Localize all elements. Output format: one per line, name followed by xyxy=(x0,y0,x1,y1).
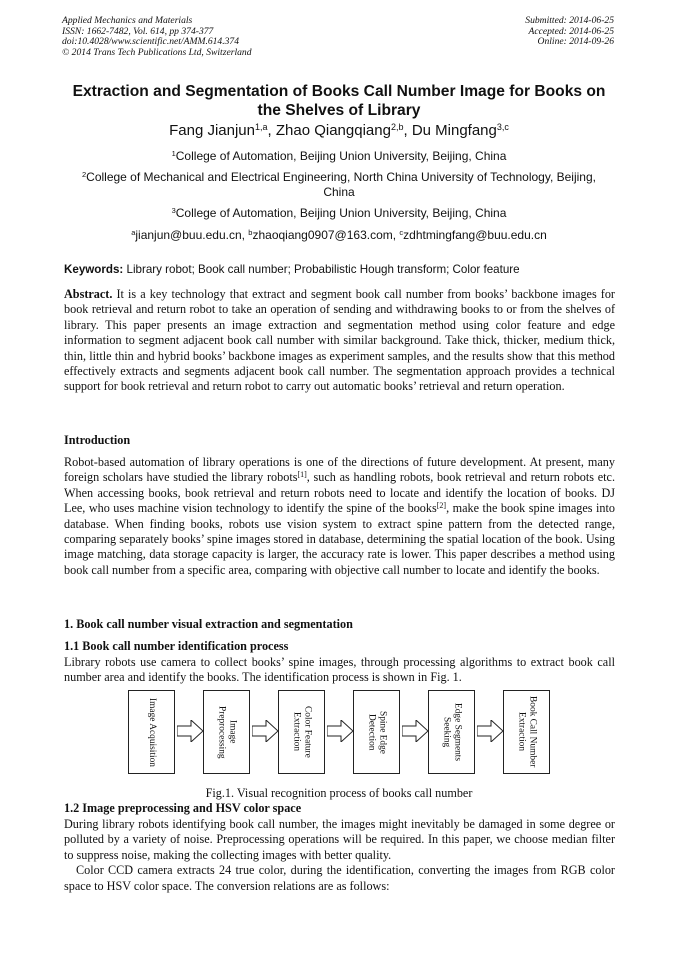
affiliation-2: $^2$College of Mechanical and Electrical Engineering, North China University of Technology, Beijing, China xyxy=(81,170,596,199)
figure-caption: Fig.1. Visual recognition process of books call number xyxy=(205,786,473,800)
affiliation-3: $^3$College of Automation, Beijing Union University, Beijing, China xyxy=(171,206,507,220)
submitted-date: Submitted: 2014-06-25 xyxy=(525,15,614,26)
journal-name: Applied Mechanics and Materials xyxy=(62,15,193,26)
section-1-heading: 1. Book call number visual extraction and segmentation xyxy=(64,617,353,631)
abstract xyxy=(64,287,615,395)
issn-line: ISSN: 1662-7482, Vol. 614, pp 374-377 xyxy=(62,25,214,37)
keywords-text: Library robot; Book call number; Probabilistic Hough transform; Color feature xyxy=(123,263,520,276)
flow-arrow-icon xyxy=(477,720,503,742)
email-line: $^a$jianjun@buu.edu.cn, $^b$zhaoqiang0907@163.com, $^c$zdhtmingfang@buu.edu.cn xyxy=(131,228,547,242)
flow-step-edge-segments-seeking: Edge Segments Seeking xyxy=(428,690,475,774)
author-name: Zhao Qiangqiang xyxy=(275,122,391,139)
flow-step-color-feature-extraction: Color Feature Extraction xyxy=(278,690,325,774)
flow-arrow-icon xyxy=(327,720,353,742)
doi-line: doi:10.4028/www.scientific.net/AMM.614.374 xyxy=(62,36,240,48)
subsection-1-1-text: Library robots use camera to collect books’ spine images, through processing algorithms to extract book call number area and identify the books. The identification process is shown in Fig. 1. xyxy=(64,655,615,685)
introduction-text: Robot-based automation of library operations is one of the directions of future development. At present, many foreign scholars have studied the library robots[1], such as handling robots, book retrieval and return robots etc. When accessing books, book retrieval and return robots need to locate and identify the location of books. DJ Lee, who uses machine vision technology to identify the spine of the books[2], make the book spine images into database. When finding books, robots use vision system to extract spine pattern from the detected range, comparing separately books’ spine images stored in database, determining the spatial location of the book. Using image matching, data storage capacity is larger, the accuracy rate is lower. This paper describes a method using book call number from a specific area, comparing with objective call number to locate and identify the books. xyxy=(64,455,615,577)
author-sup: 2,b xyxy=(390,122,404,132)
flow-step-image-acquisition: Image Acquisition xyxy=(128,690,175,774)
citation: [1] xyxy=(297,470,307,480)
journal-info xyxy=(62,16,252,58)
paper-title xyxy=(40,82,638,120)
copyright-line: © 2014 Trans Tech Publications Ltd, Switzerland xyxy=(62,46,252,58)
flow-step-spine-edge-detection: Spine Edge Detection xyxy=(353,690,400,774)
title-line-1: Extraction and Segmentation of Books Call Number Image for Books on xyxy=(72,83,606,100)
author-sup: 3,c xyxy=(496,122,509,132)
email-c: zdhtmingfang@buu.edu.cn xyxy=(403,228,547,242)
subsection-1-1-heading: 1.1 Book call number identification process xyxy=(64,639,289,653)
subsection-1-2-text: During library robots identifying book call number, the images might inevitably be damaged in some degree or polluted by a variety of noise. Preprocessing operations will be required. In this paper, we choose median filter to suppress noise, making the collecting images with better quality. Color CCD camera extracts 24 true color, during the identification, converting the images from RGB color space to HSV color space. The conversion relations are as follows: xyxy=(64,817,615,893)
author-list: Fang Jianjun$^{1,a}$, Zhao Qiangqiang$^{2,b}$, Du Mingfang$^{3,c}$ xyxy=(169,122,509,139)
introduction-heading: Introduction xyxy=(64,433,131,447)
citation: [2] xyxy=(436,501,447,511)
flowchart xyxy=(128,690,548,778)
flow-step-image-preprocessing: Image Preprocessing xyxy=(203,690,250,774)
abstract-label: Abstract. xyxy=(64,287,113,301)
author-name: Fang Jianjun xyxy=(169,122,255,139)
online-date: Online: 2014-09-26 xyxy=(537,36,614,48)
flow-arrow-icon xyxy=(252,720,278,742)
email-b: zhaoqiang0907@163.com, xyxy=(252,228,400,242)
flow-arrow-icon xyxy=(177,720,203,742)
title-line-2: the Shelves of Library xyxy=(257,102,421,119)
accepted-date: Accepted: 2014-06-25 xyxy=(528,25,614,37)
flow-step-call-number-extraction: Book Call Number Extraction xyxy=(503,690,550,774)
email-a: jianjun@buu.edu.cn, xyxy=(135,228,249,242)
dates-info xyxy=(525,16,614,48)
affiliation-1: $^1$College of Automation, Beijing Union University, Beijing, China xyxy=(171,149,507,163)
author-sup: 1,a xyxy=(255,122,268,132)
flow-arrow-icon xyxy=(402,720,428,742)
author-name: Du Mingfang xyxy=(411,122,497,139)
abstract-text: It is a key technology that extract and segment book call number from books’ backbone images for book retrieval and return robot to take an operation of sending and withdrawing books to or from the shelves of library. This paper presents an image extraction and segmentation method using color feature and edge information to segment adjacent book call number with similar background. Take thick, thicker, medium thick, thin, little thin and hybrid books’ backbone images as experiment samples, and the results show that this method effectively extracts and segments adjacent book call number. The segmentation approach provides a technical support for book retrieval and return robot to carry out automatic books’ retrieval and return operation. xyxy=(64,287,615,394)
keywords-label: Keywords: xyxy=(64,263,124,276)
subsection-1-2-heading: 1.2 Image preprocessing and HSV color space xyxy=(64,801,302,815)
keywords xyxy=(64,263,619,276)
